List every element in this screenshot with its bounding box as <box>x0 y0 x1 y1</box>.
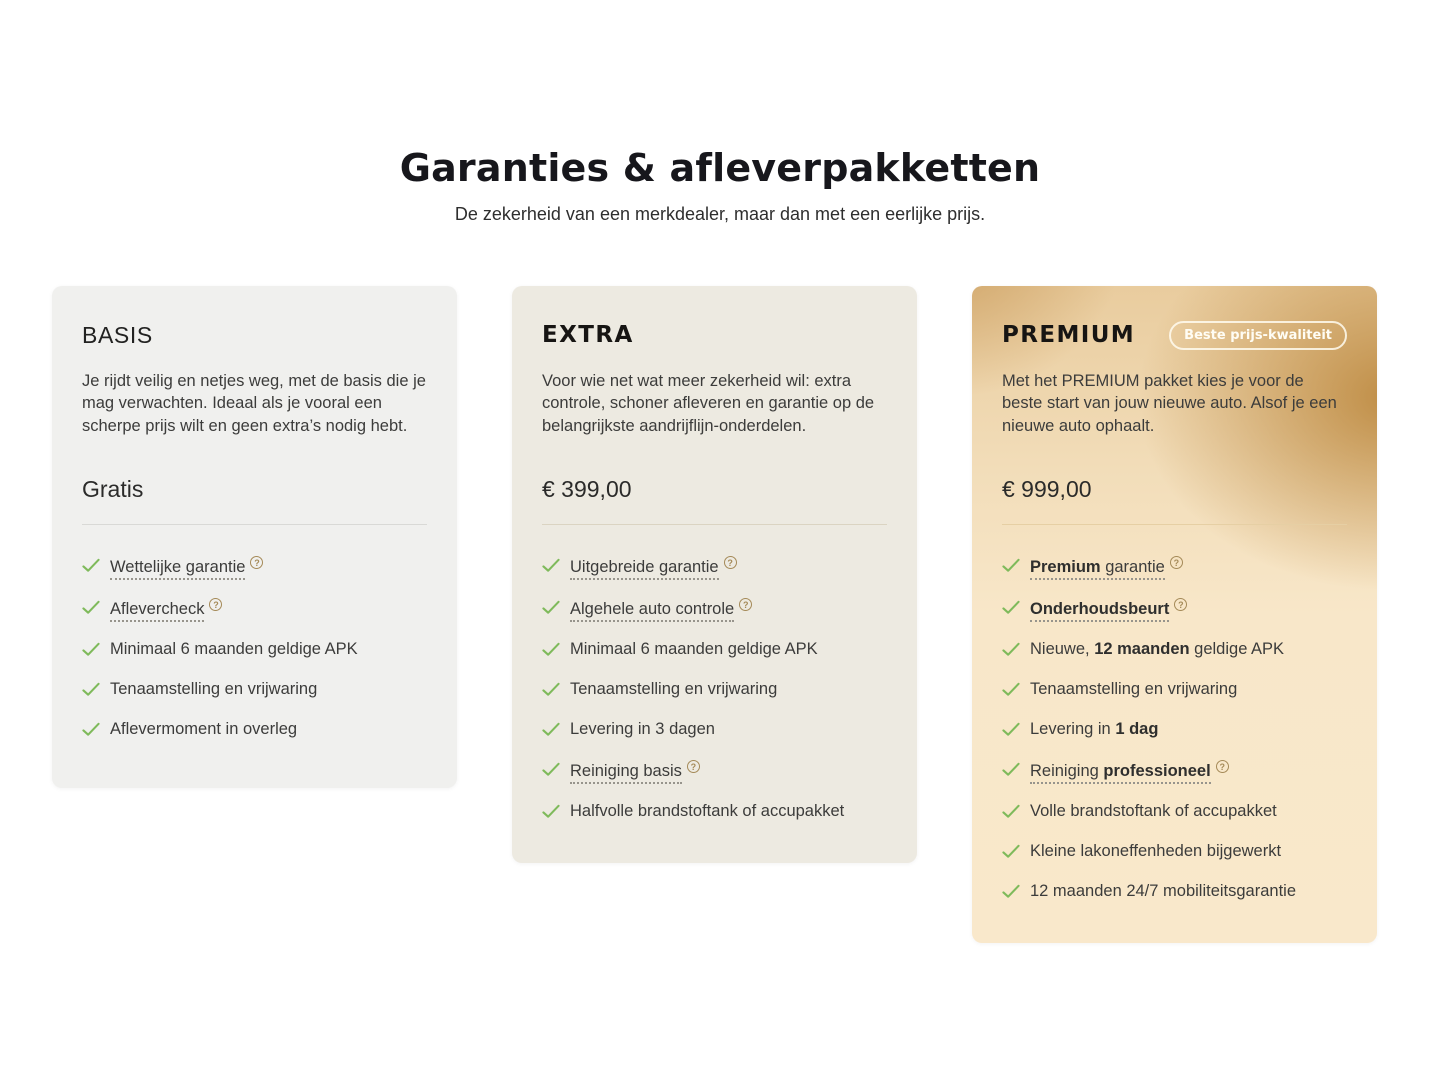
feature-item <box>82 680 427 699</box>
feature-item <box>1002 640 1347 659</box>
feature-label: Levering in 1 dag <box>1030 720 1159 738</box>
card-extra-description: Voor wie net wat meer zekerheid wil: extra controle, schoner afleveren en garantie op de belangrijkste aandrijflijn-onderdelen. <box>542 372 875 435</box>
card-premium-title: PREMIUM <box>1002 322 1136 348</box>
feature-text <box>110 640 358 659</box>
feature-label: Tenaamstelling en vrijwaring <box>110 680 318 698</box>
check-icon <box>1002 642 1020 657</box>
feature-item <box>542 760 887 781</box>
feature-item <box>542 598 887 619</box>
package-cards <box>52 286 1388 943</box>
feature-label: Kleine lakoneffenheden bijgewerkt <box>1030 842 1282 860</box>
feature-text <box>1030 598 1187 619</box>
feature-item <box>1002 720 1347 739</box>
feature-text <box>110 720 297 739</box>
feature-item <box>542 640 887 659</box>
feature-item <box>82 598 427 619</box>
feature-text <box>1030 760 1229 781</box>
feature-text <box>110 598 222 619</box>
card-premium-description: Met het PREMIUM pakket kies je voor de beste start van jouw nieuwe auto. Alsof je een nieuwe auto ophaalt. <box>1002 372 1337 435</box>
feature-text <box>1030 842 1281 861</box>
check-icon <box>82 558 100 573</box>
check-icon <box>542 642 560 657</box>
feature-list-premium <box>1002 556 1347 901</box>
feature-label: 12 maanden 24/7 mobiliteitsgarantie <box>1030 882 1297 900</box>
check-icon <box>82 600 100 615</box>
card-extra-header <box>542 320 887 350</box>
divider <box>1002 524 1347 525</box>
card-premium-header <box>1002 320 1347 350</box>
card-basis-price: Gratis <box>82 476 144 502</box>
check-icon <box>1002 722 1020 737</box>
check-icon <box>82 642 100 657</box>
help-icon[interactable]: ? <box>1216 760 1229 773</box>
feature-item <box>1002 802 1347 821</box>
feature-text <box>570 556 737 577</box>
feature-text <box>1030 680 1237 699</box>
feature-link[interactable]: Aflevercheck <box>110 600 204 622</box>
best-value-badge: Beste prijs-kwaliteit <box>1169 321 1347 350</box>
feature-item <box>542 720 887 739</box>
feature-link[interactable]: Reiniging professioneel <box>1030 762 1211 784</box>
check-icon <box>1002 804 1020 819</box>
card-extra <box>512 286 917 863</box>
page-subtitle: De zekerheid van een merkdealer, maar dan met een eerlijke prijs. <box>454 204 986 224</box>
feature-item <box>82 556 427 577</box>
feature-list-extra <box>542 556 887 821</box>
feature-text <box>1030 802 1277 821</box>
help-icon[interactable]: ? <box>1170 556 1183 569</box>
feature-text <box>1030 640 1284 659</box>
card-extra-price: € 399,00 <box>542 476 632 502</box>
check-icon <box>82 682 100 697</box>
check-icon <box>82 722 100 737</box>
check-icon <box>542 558 560 573</box>
help-icon[interactable]: ? <box>739 598 752 611</box>
help-icon[interactable]: ? <box>687 760 700 773</box>
feature-item <box>1002 760 1347 781</box>
check-icon <box>1002 600 1020 615</box>
feature-text <box>1030 882 1296 901</box>
feature-item <box>1002 680 1347 699</box>
feature-list-basis <box>82 556 427 739</box>
check-icon <box>542 762 560 777</box>
check-icon <box>1002 682 1020 697</box>
page-title: Garanties & afleverpakketten <box>399 146 1041 190</box>
check-icon <box>1002 558 1020 573</box>
feature-text <box>110 680 317 699</box>
check-icon <box>542 722 560 737</box>
feature-text <box>570 640 818 659</box>
help-icon[interactable]: ? <box>1174 598 1187 611</box>
feature-item <box>542 556 887 577</box>
feature-link[interactable]: Onderhoudsbeurt <box>1030 600 1169 622</box>
feature-text <box>570 802 844 821</box>
feature-item <box>1002 882 1347 901</box>
divider <box>542 524 887 525</box>
check-icon <box>1002 844 1020 859</box>
feature-label: Volle brandstoftank of accupakket <box>1030 802 1277 820</box>
feature-label: Tenaamstelling en vrijwaring <box>570 680 778 698</box>
feature-label: Minimaal 6 maanden geldige APK <box>110 640 358 658</box>
card-basis <box>52 286 457 788</box>
feature-label: Levering in 3 dagen <box>570 720 715 738</box>
feature-link[interactable]: Wettelijke garantie <box>110 558 245 580</box>
help-icon[interactable]: ? <box>209 598 222 611</box>
check-icon <box>542 600 560 615</box>
card-extra-title: EXTRA <box>542 322 634 348</box>
feature-label: Halfvolle brandstoftank of accupakket <box>570 802 845 820</box>
feature-text <box>1030 556 1183 577</box>
check-icon <box>542 804 560 819</box>
feature-item <box>82 720 427 739</box>
feature-item <box>1002 598 1347 619</box>
feature-label: Minimaal 6 maanden geldige APK <box>570 640 818 658</box>
help-icon[interactable]: ? <box>250 556 263 569</box>
feature-text <box>110 556 263 577</box>
page-header <box>0 0 1440 225</box>
feature-text <box>570 680 777 699</box>
feature-link[interactable]: Premium garantie <box>1030 558 1165 580</box>
feature-text <box>570 598 752 619</box>
divider <box>82 524 427 525</box>
feature-item <box>542 680 887 699</box>
feature-link[interactable]: Uitgebreide garantie <box>570 558 719 580</box>
check-icon <box>1002 884 1020 899</box>
feature-item <box>82 640 427 659</box>
feature-text <box>570 720 715 739</box>
feature-item <box>1002 556 1347 577</box>
feature-item <box>1002 842 1347 861</box>
feature-label: Aflevermoment in overleg <box>110 720 298 738</box>
check-icon <box>542 682 560 697</box>
card-basis-title: BASIS <box>82 321 153 348</box>
feature-text <box>1030 720 1158 739</box>
feature-text <box>570 760 700 781</box>
card-basis-header <box>82 320 427 350</box>
check-icon <box>1002 762 1020 777</box>
card-basis-description: Je rijdt veilig en netjes weg, met de basis die je mag verwachten. Ideaal als je vooral een scherpe prijs wilt en geen extra’s nodig hebt. <box>82 372 426 435</box>
feature-link[interactable]: Algehele auto controle <box>570 600 734 622</box>
feature-link[interactable]: Reiniging basis <box>570 762 682 784</box>
feature-item <box>542 802 887 821</box>
help-icon[interactable]: ? <box>724 556 737 569</box>
card-premium <box>972 286 1377 943</box>
card-premium-price: € 999,00 <box>1002 476 1092 502</box>
feature-label: Tenaamstelling en vrijwaring <box>1030 680 1238 698</box>
feature-label: Nieuwe, 12 maanden geldige APK <box>1030 640 1285 658</box>
